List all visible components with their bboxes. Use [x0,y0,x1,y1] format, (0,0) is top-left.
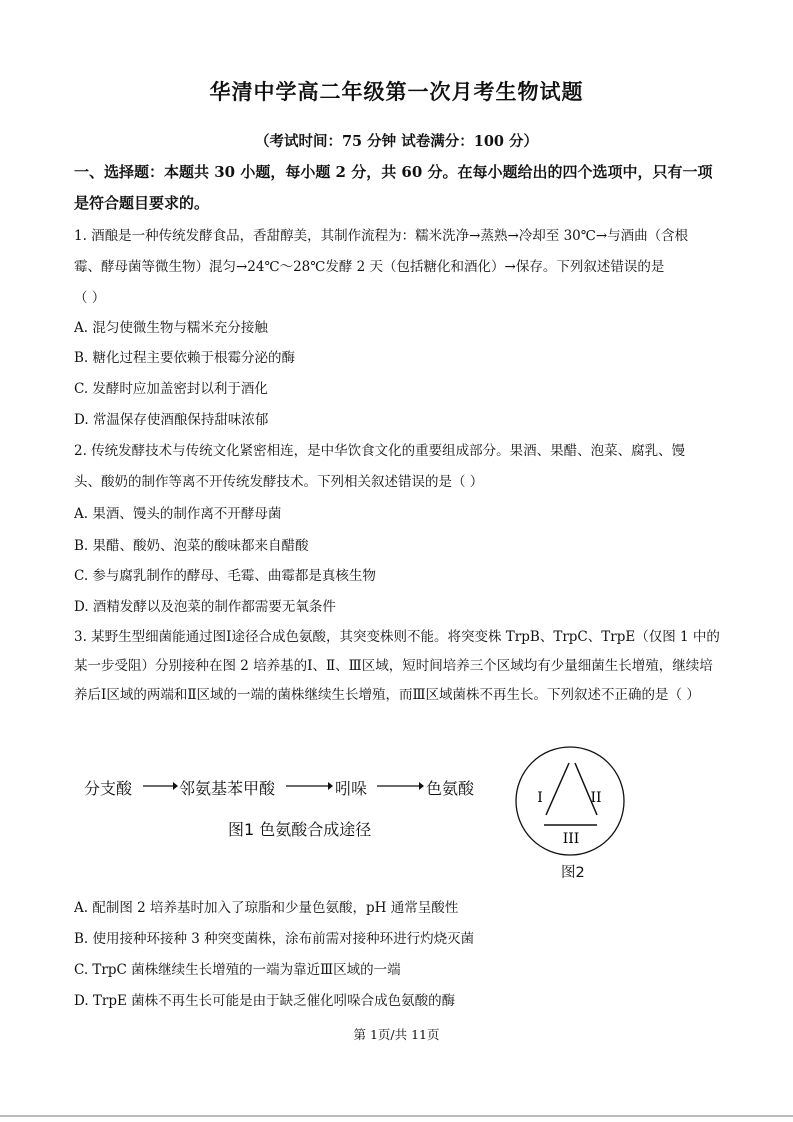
q2-option-d: D. 酒精发酵以及泡菜的制作都需要无氧条件 [74,599,336,615]
figure2-caption: 图2 [561,865,585,881]
q1-option-b: B. 糖化过程主要依赖于根霉分泌的酶 [74,350,296,366]
q3-option-a: A. 配制图 2 培养基时加入了琼脂和少量色氨酸，pH 通常呈酸性 [74,900,459,916]
pathway-step-2: 邻氨基苯甲酸 [179,779,276,798]
page-number: 第 1页/共 11页 [353,1027,440,1042]
figure1-pathway [84,776,494,802]
pathway-step-3: 吲哚 [335,779,368,798]
pathway-step-1: 分支酸 [84,779,133,798]
q1-stem-line1: 1. 酒酿是一种传统发酵食品，香甜醇美，其制作流程为：糯米洗净→蒸熟→冷却至 30℃→与酒曲（含根 [74,228,689,244]
exam-title: 华清中学高二年级第一次月考生物试题 [209,79,584,104]
q1-option-a: A. 混匀使微生物与糯米充分接触 [74,320,268,336]
q1-stem-line3: （ ） [74,290,106,306]
region-label-iii: III [562,831,580,847]
q3-option-d: D. TrpE 菌株不再生长可能是由于缺乏催化吲哚合成色氨酸的酶 [74,993,456,1009]
q2-option-c: C. 参与腐乳制作的酵母、毛霉、曲霉都是真核生物 [74,568,376,584]
page-bottom-divider [0,1115,793,1117]
figure2-petri-dish [500,745,640,860]
q1-stem-line2: 霉、酵母菌等微生物）混匀→24℃～28℃发酵 2 天（包括糖化和酒化）→保存。下列叙述错误的是 [74,259,665,275]
pathway-arrow-icon [375,776,425,796]
q3-option-b: B. 使用接种环接种 3 种突变菌株，涂布前需对接种环进行灼烧灭菌 [74,931,475,947]
q3-option-c: C. TrpC 菌株继续生长增殖的一端为靠近Ⅲ区域的一端 [74,962,401,978]
streak-region-i [546,763,569,815]
figure1-caption: 图1 色氨酸合成途径 [228,820,372,839]
pathway-step-4: 色氨酸 [426,779,475,798]
exam-info: （考试时间：75 分钟 试卷满分：100 分） [254,133,539,150]
q2-option-b: B. 果醋、酸奶、泡菜的酸味都来自醋酸 [74,538,309,554]
streak-region-ii [575,763,597,815]
region-label-ii: II [590,790,602,806]
q2-stem-line2: 头、酸奶的制作等离不开传统发酵技术。下列相关叙述错误的是（ ） [74,474,484,490]
q1-option-d: D. 常温保存使酒酿保持甜味浓郁 [74,412,269,428]
q2-stem-line1: 2. 传统发酵技术与传统文化紧密相连，是中华饮食文化的重要组成部分。果酒、果醋、泡菜、腐乳、馒 [74,443,686,459]
region-label-i: I [537,790,543,806]
pathway-arrow-icon [284,776,334,796]
q2-option-a: A. 果酒、馒头的制作离不开酵母菌 [74,506,282,522]
pathway-arrow-icon [141,776,179,796]
q3-stem: 3. 某野生型细菌能通过图Ⅰ途径合成色氨酸，其突变株则不能。将突变株 TrpB、TrpC、TrpE（仅图 1 中的某一步受阻）分别接种在图 2 培养基的Ⅰ、Ⅱ、Ⅲ区域，短时间培养三个区域均有少量细菌生长增殖，继续培养后Ⅰ区域的两端和Ⅱ区域的一端的菌株继续生长增殖，而Ⅲ区域菌株不再生长。下列叙述不正确的是（ ） [74,629,720,703]
section-heading: 一、选择题：本题共 30 小题，每小题 2 分，共 60 分。在每小题给出的四个选项中，只有一项是符合题目要求的。 [74,163,713,212]
q1-option-c: C. 发酵时应加盖密封以利于酒化 [74,381,268,397]
